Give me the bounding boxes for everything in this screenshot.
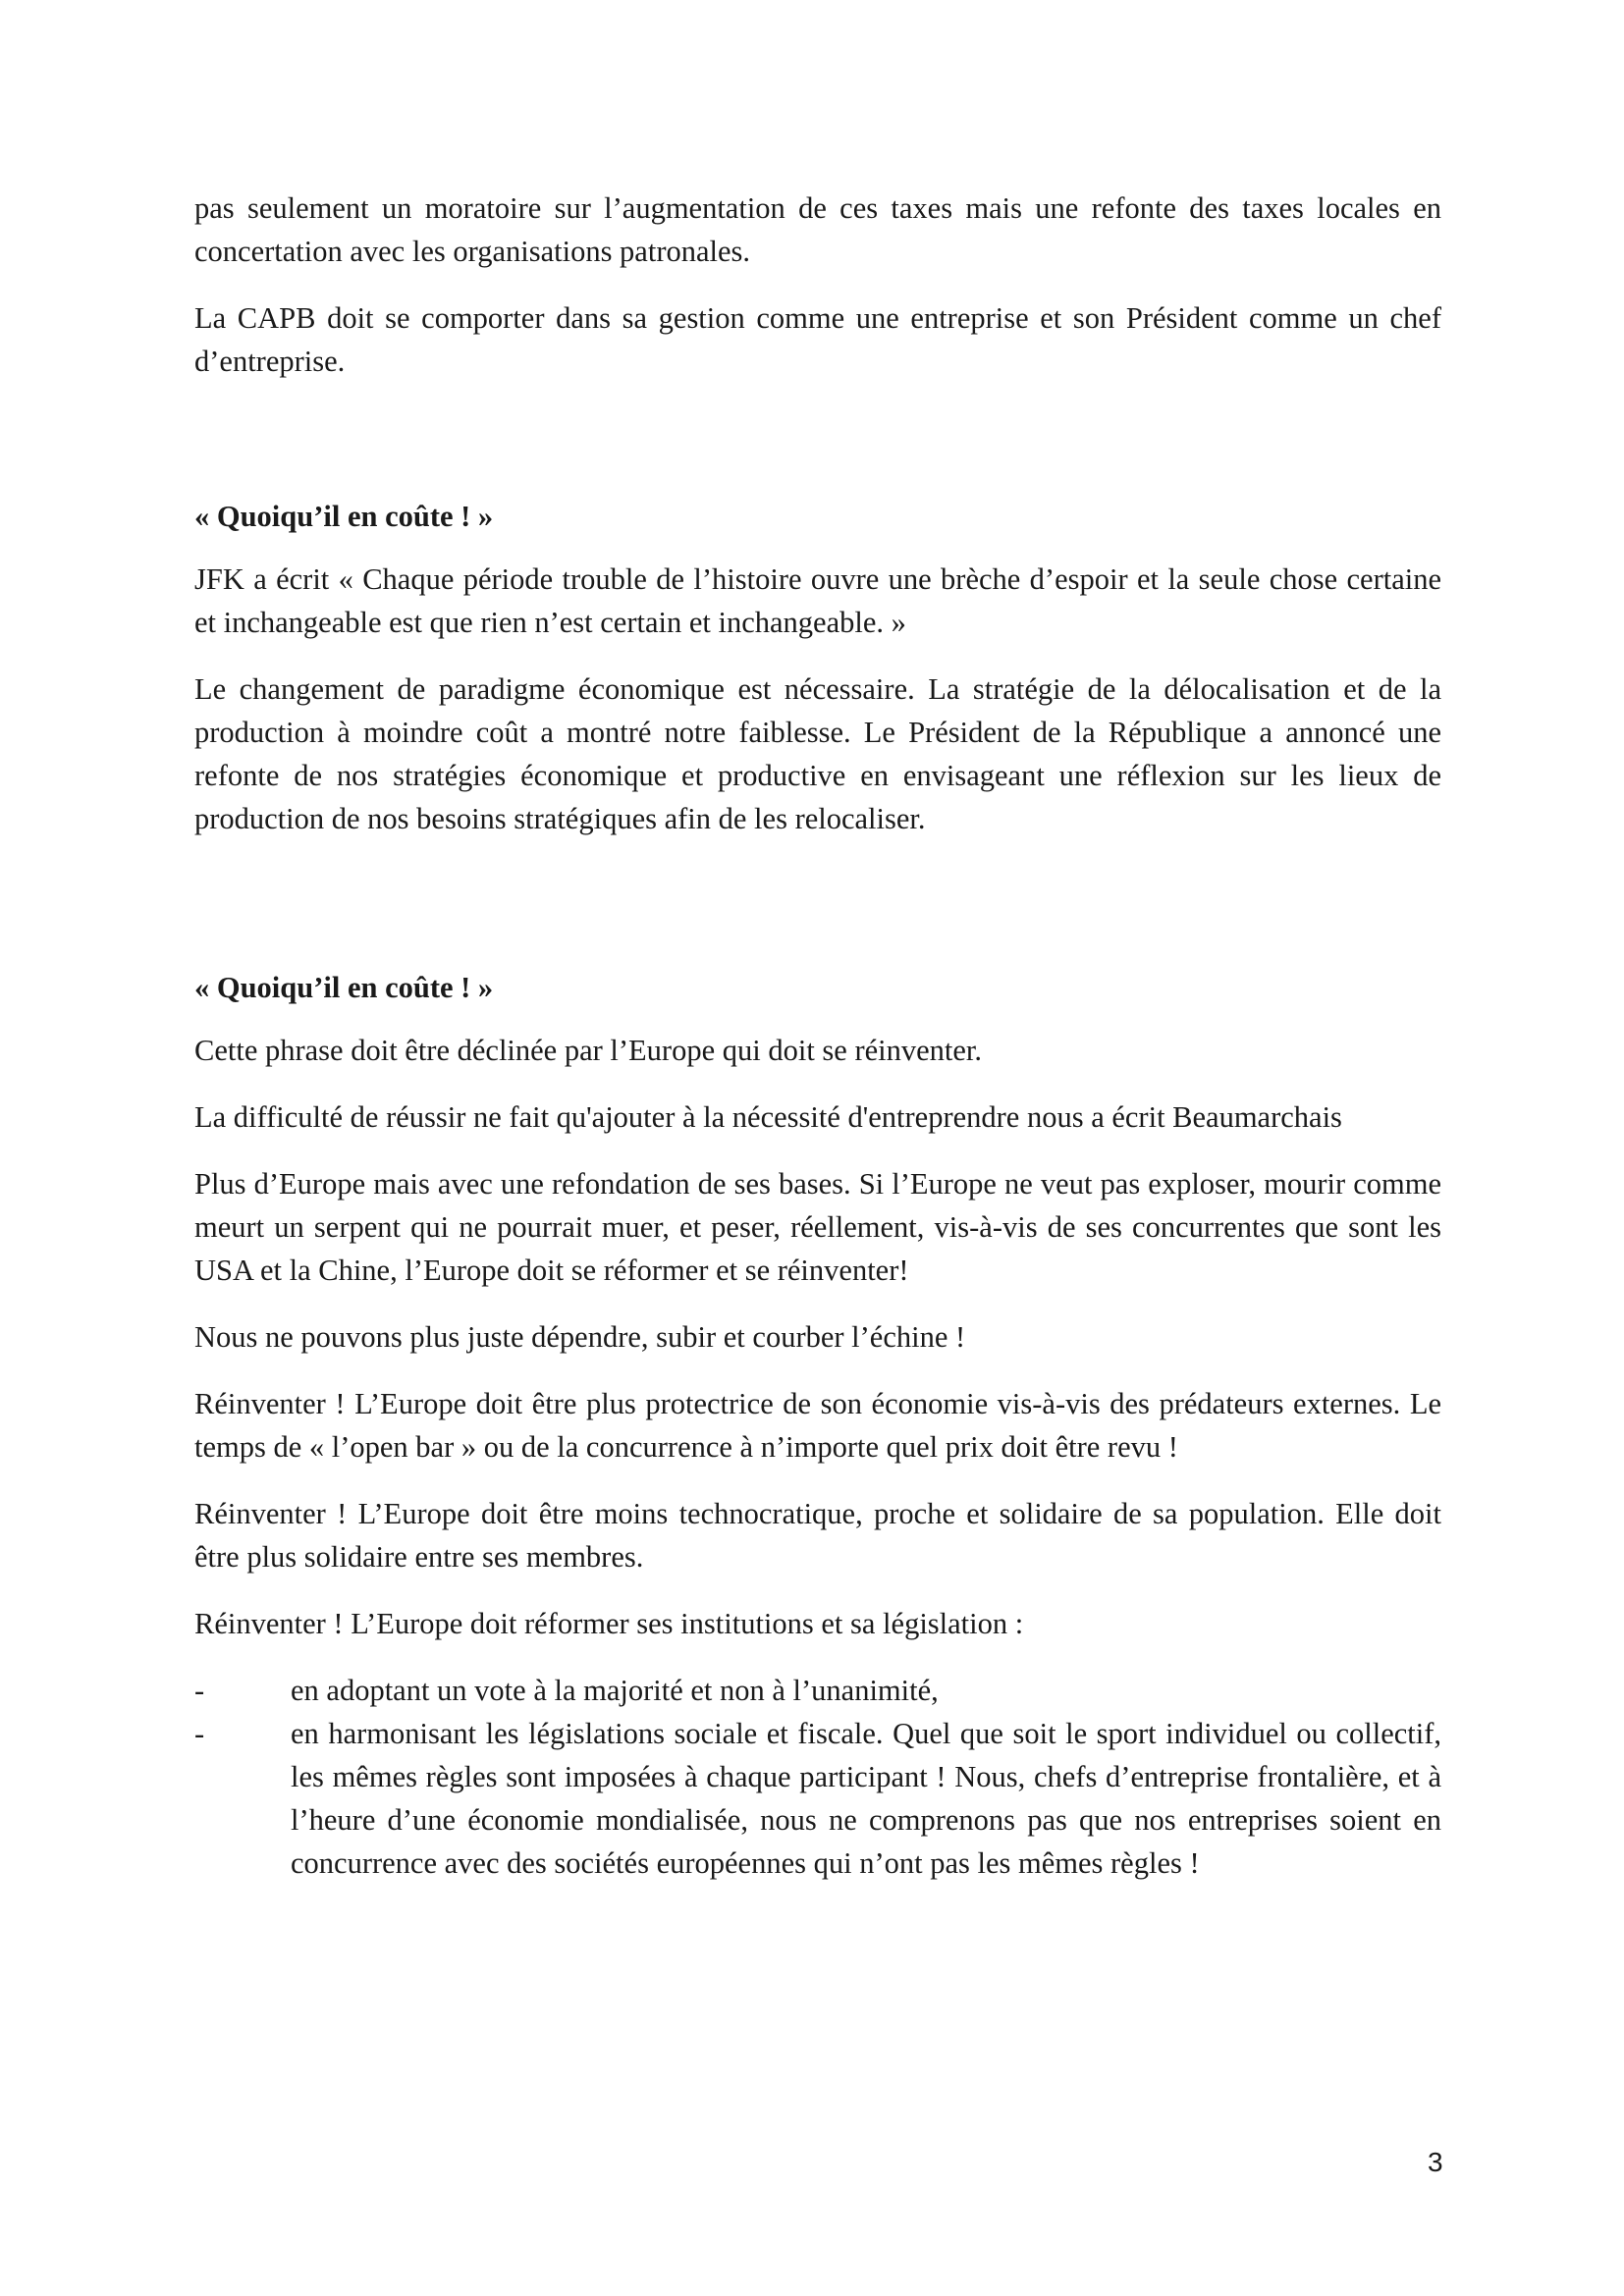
document-page <box>194 187 1441 1885</box>
paragraph: La difficulté de réussir ne fait qu'ajouter à la nécessité d'entreprendre nous a écrit Beaumarchais <box>194 1100 1342 1134</box>
list-marker: - <box>194 1674 205 1707</box>
paragraph: Réinventer ! L’Europe doit être plus protectrice de son économie vis-à-vis des prédateurs externes. Le temps de « l’open bar » ou de la concurrence à n’importe quel prix doit être revu ! <box>194 1387 1441 1464</box>
bullet-list <box>194 1669 1441 1885</box>
list-marker: - <box>194 1717 205 1750</box>
page-number: 3 <box>1428 2147 1443 2177</box>
list-item <box>194 1712 1441 1885</box>
list-item <box>194 1669 1441 1712</box>
paragraph: JFK a écrit « Chaque période trouble de l’histoire ouvre une brèche d’espoir et la seule chose certaine et inchangeable est que rien n’est certain et inchangeable. » <box>194 562 1441 639</box>
list-item-text: en adoptant un vote à la majorité et non à l’unanimité, <box>291 1674 939 1707</box>
paragraph: pas seulement un moratoire sur l’augmentation de ces taxes mais une refonte des taxes locales en concertation avec les organisations patronales. <box>194 191 1441 268</box>
paragraph: Le changement de paradigme économique est nécessaire. La stratégie de la délocalisation et de la production à moindre coût a montré notre faiblesse. Le Président de la République a annoncé une refonte de nos stratégies économique et productive en envisageant une réflexion sur les lieux de production de nos besoins stratégiques afin de les relocaliser. <box>194 672 1441 835</box>
paragraph: La CAPB doit se comporter dans sa gestion comme une entreprise et son Président comme un chef d’entreprise. <box>194 301 1441 378</box>
paragraph: Réinventer ! L’Europe doit être moins technocratique, proche et solidaire de sa population. Elle doit être plus solidaire entre ses membres. <box>194 1497 1441 1574</box>
section-heading: « Quoiqu’il en coûte ! » <box>194 971 494 1004</box>
paragraph: Nous ne pouvons plus juste dépendre, subir et courber l’échine ! <box>194 1320 966 1354</box>
paragraph: Plus d’Europe mais avec une refondation de ses bases. Si l’Europe ne veut pas exploser, mourir comme meurt un serpent qui ne pourrait muer, et peser, réellement, vis-à-vis de ses concurrentes que sont les USA et la Chine, l’Europe doit se réformer et se réinventer! <box>194 1167 1441 1287</box>
list-item-text: en harmonisant les législations sociale et fiscale. Quel que soit le sport individuel ou collectif, les mêmes règles sont imposées à chaque participant ! Nous, chefs d’entreprise frontalière, et à l’heure d’une économie mondialisée, nous ne comprenons pas que nos entreprises soient en concurrence avec des sociétés européennes qui n’ont pas les mêmes règles ! <box>291 1717 1441 1880</box>
paragraph: Réinventer ! L’Europe doit réformer ses institutions et sa législation : <box>194 1607 1024 1640</box>
section-heading: « Quoiqu’il en coûte ! » <box>194 500 494 533</box>
paragraph: Cette phrase doit être déclinée par l’Europe qui doit se réinventer. <box>194 1034 983 1067</box>
